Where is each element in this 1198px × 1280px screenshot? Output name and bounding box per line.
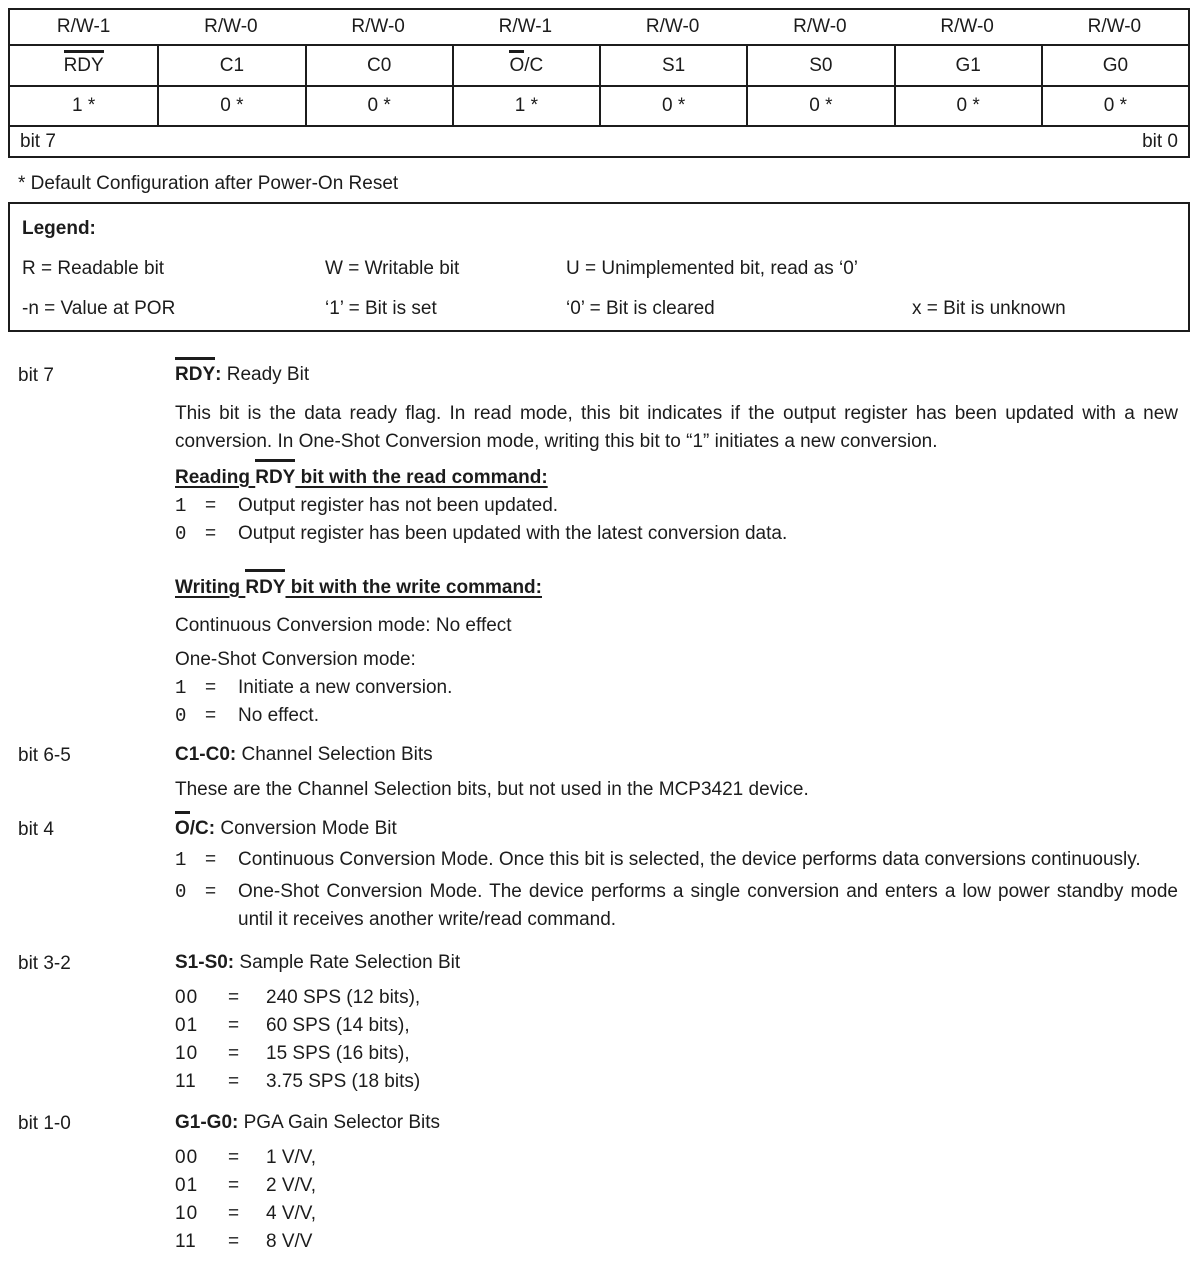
rw-label-bit6: R/W-0	[204, 16, 258, 37]
default-config-footnote: * Default Configuration after Power-On Reset	[18, 173, 399, 194]
bit7-section	[8, 362, 1190, 730]
pga-gain-option-11	[175, 1228, 1178, 1256]
bit-name-cell-c0: C0	[305, 46, 452, 85]
equals-sign: =	[228, 1147, 240, 1168]
value-digit: 0	[175, 705, 187, 727]
por-value-bit1: 0 *	[894, 87, 1041, 125]
bit-name-cell-g0: G0	[1041, 46, 1188, 85]
por-value-bit3: 0 *	[599, 87, 746, 125]
por-value-bit4: 1 *	[452, 87, 599, 125]
register-table	[8, 8, 1190, 158]
bit-name-cell-rdy	[10, 46, 157, 85]
option-code: 11	[175, 1231, 197, 1252]
option-text: 8 V/V	[266, 1231, 313, 1252]
value-text: One-Shot Conversion Mode. The device performs a single conversion and enters a low power standby mode until it receives another write/read command.	[238, 881, 1178, 930]
rdy-overlined-label: RDY	[63, 54, 104, 76]
pga-gain-option-01	[175, 1172, 1178, 1200]
legend-box	[8, 202, 1190, 332]
legend-writable: W = Writable bit	[325, 258, 460, 279]
legend-unimplemented: U = Unimplemented bit, read as ‘0’	[566, 258, 859, 279]
bit10-section	[8, 1110, 1190, 1256]
option-code: 00	[175, 1147, 199, 1168]
option-code: 00	[175, 987, 199, 1008]
value-digit: 0	[175, 881, 187, 903]
bit-name-cell-c1: C1	[157, 46, 304, 85]
rdy-overlined-write: RDY	[245, 574, 285, 602]
bit4-label: bit 4	[18, 819, 54, 840]
bit7-label: bit 7	[18, 365, 54, 386]
bit7-heading	[175, 362, 1178, 388]
sample-rate-option-11	[175, 1068, 1178, 1096]
equals-sign: =	[205, 881, 217, 902]
value-digit: 1	[175, 495, 187, 517]
bit65-heading: C1-C0: Channel Selection Bits	[175, 744, 433, 765]
bit32-label: bit 3-2	[18, 953, 71, 974]
equals-sign: =	[228, 1043, 240, 1064]
option-text: 4 V/V,	[266, 1203, 317, 1224]
equals-sign: =	[205, 677, 217, 698]
value-text: Continuous Conversion Mode. Once this bit is selected, the device performs data conversions continuously.	[238, 849, 1141, 870]
bit65-label: bit 6-5	[18, 745, 71, 766]
bit0-range-label: bit 0	[1142, 130, 1178, 152]
por-value-bit6: 0 *	[157, 87, 304, 125]
rdy-overlined-name: RDY	[175, 362, 215, 388]
legend-bit-cleared: ‘0’ = Bit is cleared	[566, 298, 715, 319]
bit-name-cell-oc	[452, 46, 599, 85]
equals-sign: =	[228, 987, 240, 1008]
option-text: 3.75 SPS (18 bits)	[266, 1071, 421, 1092]
bit4-heading: O/C: Conversion Mode Bit	[175, 816, 1178, 842]
pga-gain-option-10	[175, 1200, 1178, 1228]
equals-sign: =	[228, 1231, 240, 1252]
rw-label-bit4: R/W-1	[498, 16, 553, 37]
value-text: Initiate a new conversion.	[238, 677, 453, 698]
legend-por: -n = Value at POR	[22, 298, 176, 319]
read-value-line-1	[175, 492, 1178, 520]
por-value-row	[10, 85, 1188, 125]
option-text: 15 SPS (16 bits),	[266, 1043, 410, 1064]
por-value-bit2: 0 *	[746, 87, 893, 125]
equals-sign: =	[205, 705, 217, 726]
option-code: 01	[175, 1175, 199, 1196]
legend-title: Legend:	[22, 218, 96, 239]
oc-overlined-o: O	[509, 54, 525, 76]
bit32-heading: S1-S0: Sample Rate Selection Bit	[175, 952, 461, 973]
option-text: 1 V/V,	[266, 1147, 317, 1168]
sample-rate-option-01	[175, 1012, 1178, 1040]
bit7-heading-colon: :	[215, 364, 222, 385]
rw-label-bit0: R/W-0	[1087, 16, 1142, 37]
legend-readable: R = Readable bit	[22, 258, 165, 279]
legend-bit-set: ‘1’ = Bit is set	[325, 298, 437, 319]
write-value-line-1	[175, 674, 1178, 702]
por-value-bit7: 1 *	[72, 95, 96, 116]
equals-sign: =	[228, 1015, 240, 1036]
option-text: 60 SPS (14 bits),	[266, 1015, 410, 1036]
bit65-section	[8, 742, 1190, 804]
rw-label-bit1: R/W-0	[940, 16, 994, 37]
value-digit: 1	[175, 677, 187, 699]
oc-rest: /C	[524, 54, 544, 76]
equals-sign: =	[228, 1203, 240, 1224]
bit-name-cell-g1: G1	[894, 46, 1041, 85]
equals-sign: =	[205, 849, 217, 870]
equals-sign: =	[228, 1175, 240, 1196]
rdy-overlined-read: RDY	[255, 464, 295, 492]
value-text: Output register has been updated with the latest conversion data.	[238, 523, 788, 544]
sample-rate-option-00	[175, 984, 1178, 1012]
bit-name-cell-s1: S1	[599, 46, 746, 85]
read-value-line-0	[175, 520, 1178, 548]
bit4-value-line-1	[175, 846, 1178, 874]
option-text: 240 SPS (12 bits),	[266, 987, 421, 1008]
bit4-value-line-0	[175, 878, 1178, 934]
equals-sign: =	[205, 495, 217, 516]
reading-rdy-subheading: Reading RDY bit with the read command:	[175, 464, 1178, 492]
legend-bit-unknown: x = Bit is unknown	[912, 298, 1066, 319]
bit-name-cell-s0: S0	[746, 46, 893, 85]
bit4-section	[8, 816, 1190, 934]
bit10-heading: G1-G0: PGA Gain Selector Bits	[175, 1112, 441, 1133]
continuous-mode-line: Continuous Conversion mode: No effect	[175, 615, 512, 636]
oneshot-mode-line: One-Shot Conversion mode:	[175, 649, 416, 670]
bit7-heading-title: Ready Bit	[221, 364, 310, 385]
bit7-range-label: bit 7	[20, 130, 56, 152]
rw-attribute-row	[10, 10, 1188, 44]
bit32-section	[8, 950, 1190, 1096]
por-value-bit0: 0 *	[1041, 87, 1188, 125]
bit7-description: This bit is the data ready flag. In read mode, this bit indicates if the output register has been updated with a new conversion. In One-Shot Conversion mode, writing this bit to “1” initiates a new conversion.	[175, 403, 1178, 452]
pga-gain-option-00	[175, 1144, 1178, 1172]
rw-label-bit2: R/W-0	[793, 16, 847, 37]
writing-rdy-subheading: Writing RDY bit with the write command:	[175, 574, 1178, 602]
value-text: Output register has not been updated.	[238, 495, 559, 516]
equals-sign: =	[228, 1071, 240, 1092]
option-code: 01	[175, 1015, 199, 1036]
rw-label-bit7: R/W-1	[56, 16, 111, 37]
por-value-bit5: 0 *	[305, 87, 452, 125]
bit65-description: These are the Channel Selection bits, but not used in the MCP3421 device.	[175, 779, 809, 800]
sample-rate-option-10	[175, 1040, 1178, 1068]
option-code: 10	[175, 1043, 199, 1064]
value-digit: 1	[175, 849, 187, 871]
oc-overlined-o-heading: O	[175, 816, 190, 842]
bit-range-row	[10, 125, 1188, 156]
bit-name-row	[10, 44, 1188, 85]
option-text: 2 V/V,	[266, 1175, 317, 1196]
option-code: 11	[175, 1071, 197, 1092]
option-code: 10	[175, 1203, 199, 1224]
rw-label-bit3: R/W-0	[645, 16, 700, 37]
value-text: No effect.	[238, 705, 319, 726]
value-digit: 0	[175, 523, 187, 545]
write-value-line-0	[175, 702, 1178, 730]
bit10-label: bit 1-0	[18, 1113, 71, 1134]
equals-sign: =	[205, 523, 217, 544]
rw-label-bit5: R/W-0	[351, 16, 405, 37]
